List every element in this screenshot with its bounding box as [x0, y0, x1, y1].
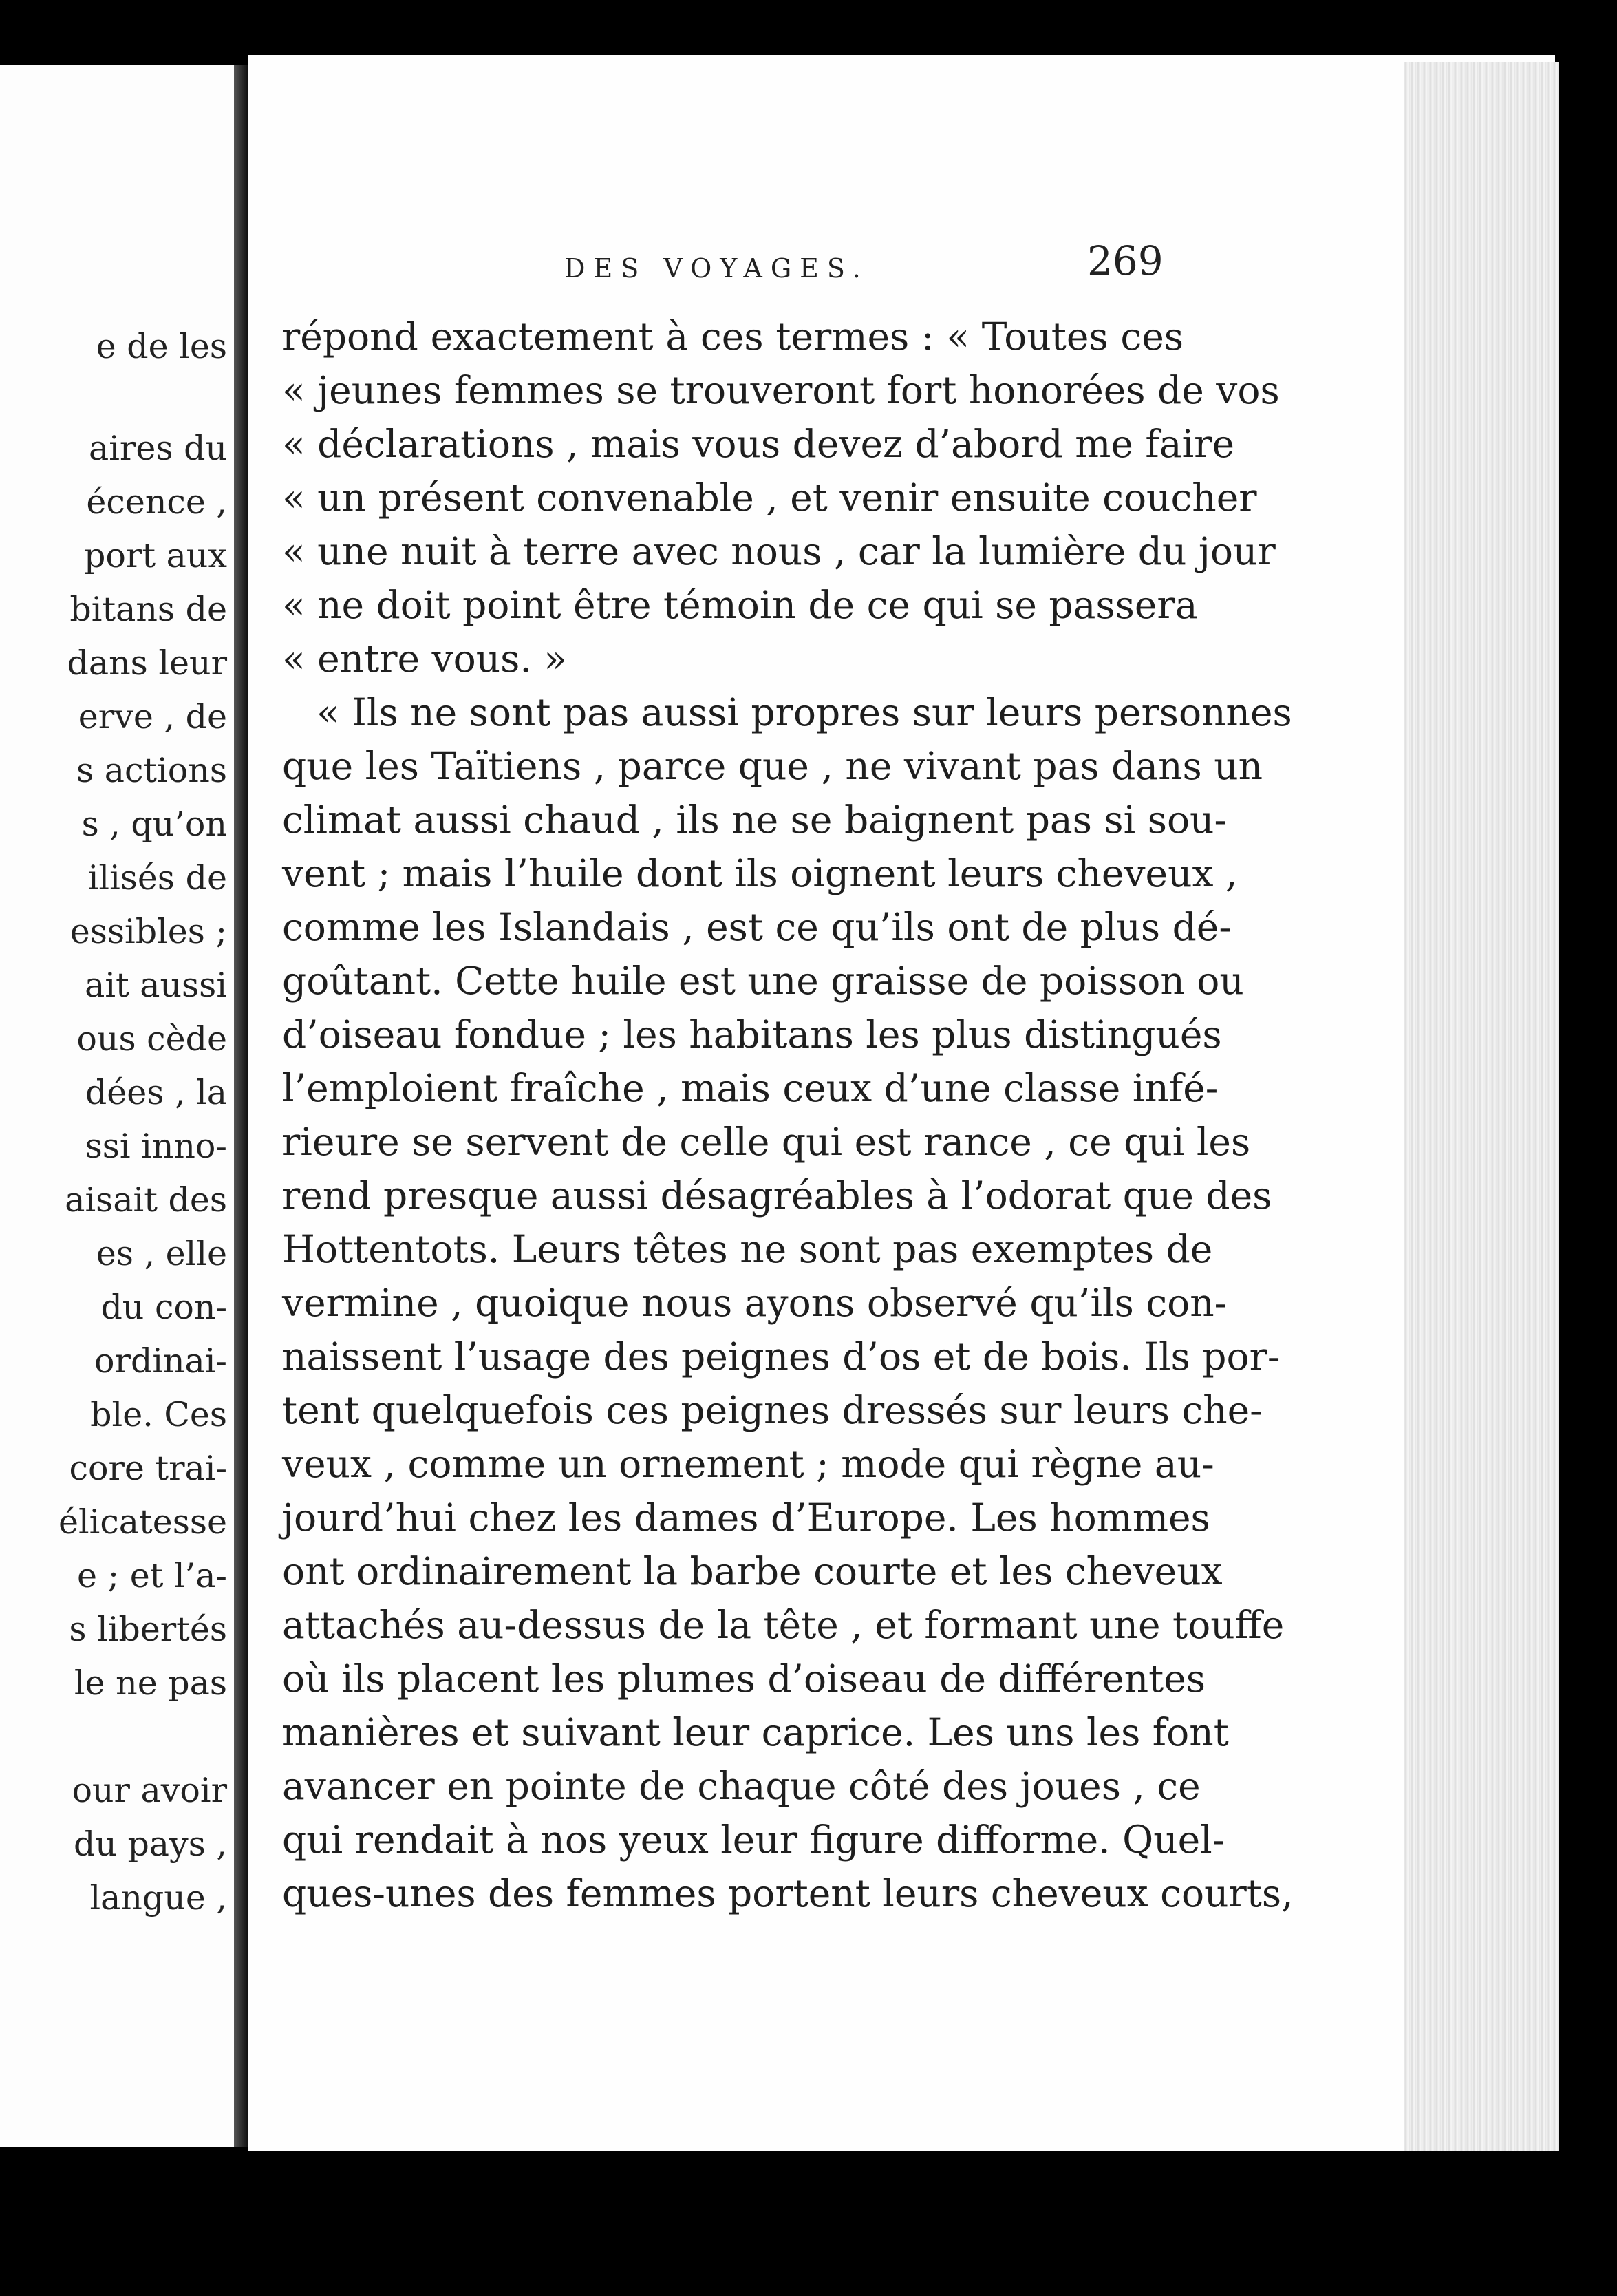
left-line: essibles ; [69, 912, 227, 951]
page-number: 269 [1087, 237, 1164, 284]
text-line: ont ordinairement la barbe courte et les cheveux [282, 1549, 1223, 1593]
text-line: répond exactement à ces termes : « Toutes ces [282, 315, 1184, 359]
text-line: comme les Islandais , est ce qu’ils ont de plus dé- [282, 905, 1232, 949]
left-line: s libertés [69, 1610, 227, 1649]
page-edge [1404, 62, 1559, 2151]
text-line: « un présent convenable , et venir ensuite coucher [282, 476, 1257, 520]
text-line: Hottentots. Leurs têtes ne sont pas exemptes de [282, 1227, 1213, 1271]
text-line: « Ils ne sont pas aussi propres sur leurs personnes [317, 690, 1292, 734]
left-line: langue , [89, 1878, 227, 1917]
left-line: s actions [76, 751, 227, 790]
text-line: attachés au-dessus de la tête , et formant une touffe [282, 1603, 1285, 1647]
left-page [0, 65, 238, 2147]
left-line: core trai- [69, 1449, 227, 1488]
text-line: ques-unes des femmes portent leurs cheveux courts, [282, 1871, 1294, 1915]
text-line: « ne doit point être témoin de ce qui se passera [282, 583, 1198, 627]
left-line: aires du [89, 429, 227, 468]
text-line: l’emploient fraîche , mais ceux d’une classe infé- [282, 1066, 1219, 1110]
text-line: climat aussi chaud , ils ne se baignent pas si sou- [282, 798, 1228, 842]
left-line: dans leur [67, 644, 227, 683]
text-line: d’oiseau fondue ; les habitans les plus distingués [282, 1012, 1222, 1056]
left-line: du pays , [73, 1825, 227, 1864]
left-line: our avoir [72, 1771, 227, 1810]
book-gutter [234, 65, 248, 2147]
text-line: vent ; mais l’huile dont ils oignent leurs cheveux , [282, 851, 1238, 895]
left-line: du con- [100, 1288, 227, 1327]
left-line: ait aussi [85, 966, 227, 1005]
left-line: port aux [84, 536, 227, 575]
left-line: ssi inno- [85, 1127, 227, 1166]
left-line: es , elle [96, 1234, 227, 1273]
left-line: écence , [86, 482, 227, 522]
left-line: ble. Ces [90, 1395, 227, 1434]
left-line: aisait des [65, 1180, 227, 1220]
text-line: que les Taïtiens , parce que , ne vivant pas dans un [282, 744, 1263, 788]
left-line: erve , de [78, 697, 227, 736]
left-line: élicatesse [58, 1502, 227, 1542]
text-line: goûtant. Cette huile est une graisse de poisson ou [282, 959, 1244, 1003]
text-line: jourd’hui chez les dames d’Europe. Les hommes [282, 1496, 1210, 1540]
text-line: avancer en pointe de chaque côté des joues , ce [282, 1764, 1201, 1808]
text-line: rieure se servent de celle qui est rance , ce qui les [282, 1120, 1251, 1164]
text-line: « jeunes femmes se trouveront fort honorées de vos [282, 368, 1280, 412]
text-line: « déclarations , mais vous devez d’abord me faire [282, 422, 1234, 466]
left-line: bitans de [69, 590, 227, 629]
text-line: « une nuit à terre avec nous , car la lumière du jour [282, 529, 1276, 573]
text-line: naissent l’usage des peignes d’os et de bois. Ils por- [282, 1335, 1281, 1379]
text-line: vermine , quoique nous ayons observé qu’ils con- [282, 1281, 1228, 1325]
left-line: e ; et l’a- [77, 1556, 227, 1595]
left-line: ordinai- [94, 1341, 227, 1381]
text-line: « entre vous. » [282, 637, 567, 681]
running-head: DES VOYAGES. [564, 253, 869, 284]
text-line: qui rendait à nos yeux leur figure difforme. Quel- [282, 1818, 1225, 1862]
text-line: où ils placent les plumes d’oiseau de différentes [282, 1657, 1206, 1701]
left-line: ilisés de [87, 858, 227, 897]
left-line: s , qu’on [81, 805, 227, 844]
text-line: tent quelquefois ces peignes dressés sur leurs che- [282, 1388, 1263, 1432]
text-line: manières et suivant leur caprice. Les uns les font [282, 1710, 1229, 1754]
left-line: le ne pas [74, 1663, 227, 1703]
left-line: e de les [96, 327, 227, 366]
text-line: veux , comme un ornement ; mode qui règne au- [282, 1442, 1214, 1486]
left-line: ous cède [76, 1019, 227, 1059]
text-line: rend presque aussi désagréables à l’odorat que des [282, 1173, 1272, 1218]
left-line: dées , la [85, 1073, 227, 1112]
